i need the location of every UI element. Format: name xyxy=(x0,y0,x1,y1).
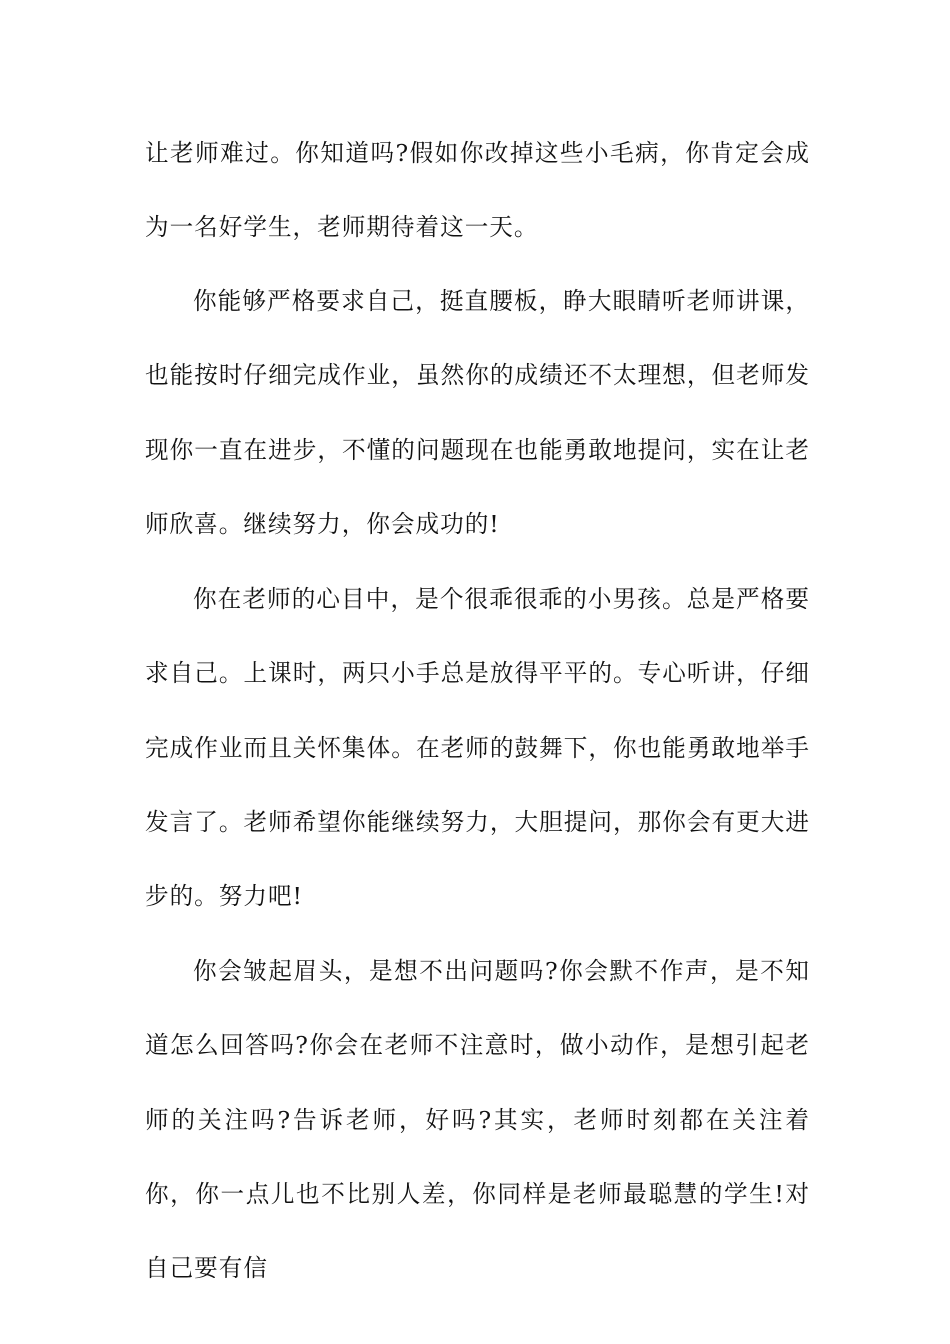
paragraph-3: 你在老师的心目中，是个很乖很乖的小男孩。总是严格要求自己。上课时，两只小手总是放得平平的。专心听讲，仔细完成作业而且关怀集体。在老师的鼓舞下，你也能勇敢地举手发言了。老师希望你能继续努力，大胆提问，那你会有更大进步的。努力吧! xyxy=(145,585,810,911)
paragraph-4: 你会皱起眉头，是想不出问题吗?你会默不作声，是不知道怎么回答吗?你会在老师不注意时，做小动作，是想引起老师的关注吗?告诉老师，好吗?其实，老师时刻都在关注着你，你一点儿也不比别人差，你同样是老师最聪慧的学生!对自己要有信 xyxy=(145,957,810,1283)
paragraph-2: 你能够严格要求自己，挺直腰板，睁大眼睛听老师讲课，也能按时仔细完成作业，虽然你的成绩还不太理想，但老师发现你一直在进步，不懂的问题现在也能勇敢地提问，实在让老师欣喜。继续努力，你会成功的! xyxy=(145,287,810,538)
paragraph-1: 让老师难过。你知道吗?假如你改掉这些小毛病，你肯定会成为一名好学生，老师期待着这一天。 xyxy=(145,139,810,242)
